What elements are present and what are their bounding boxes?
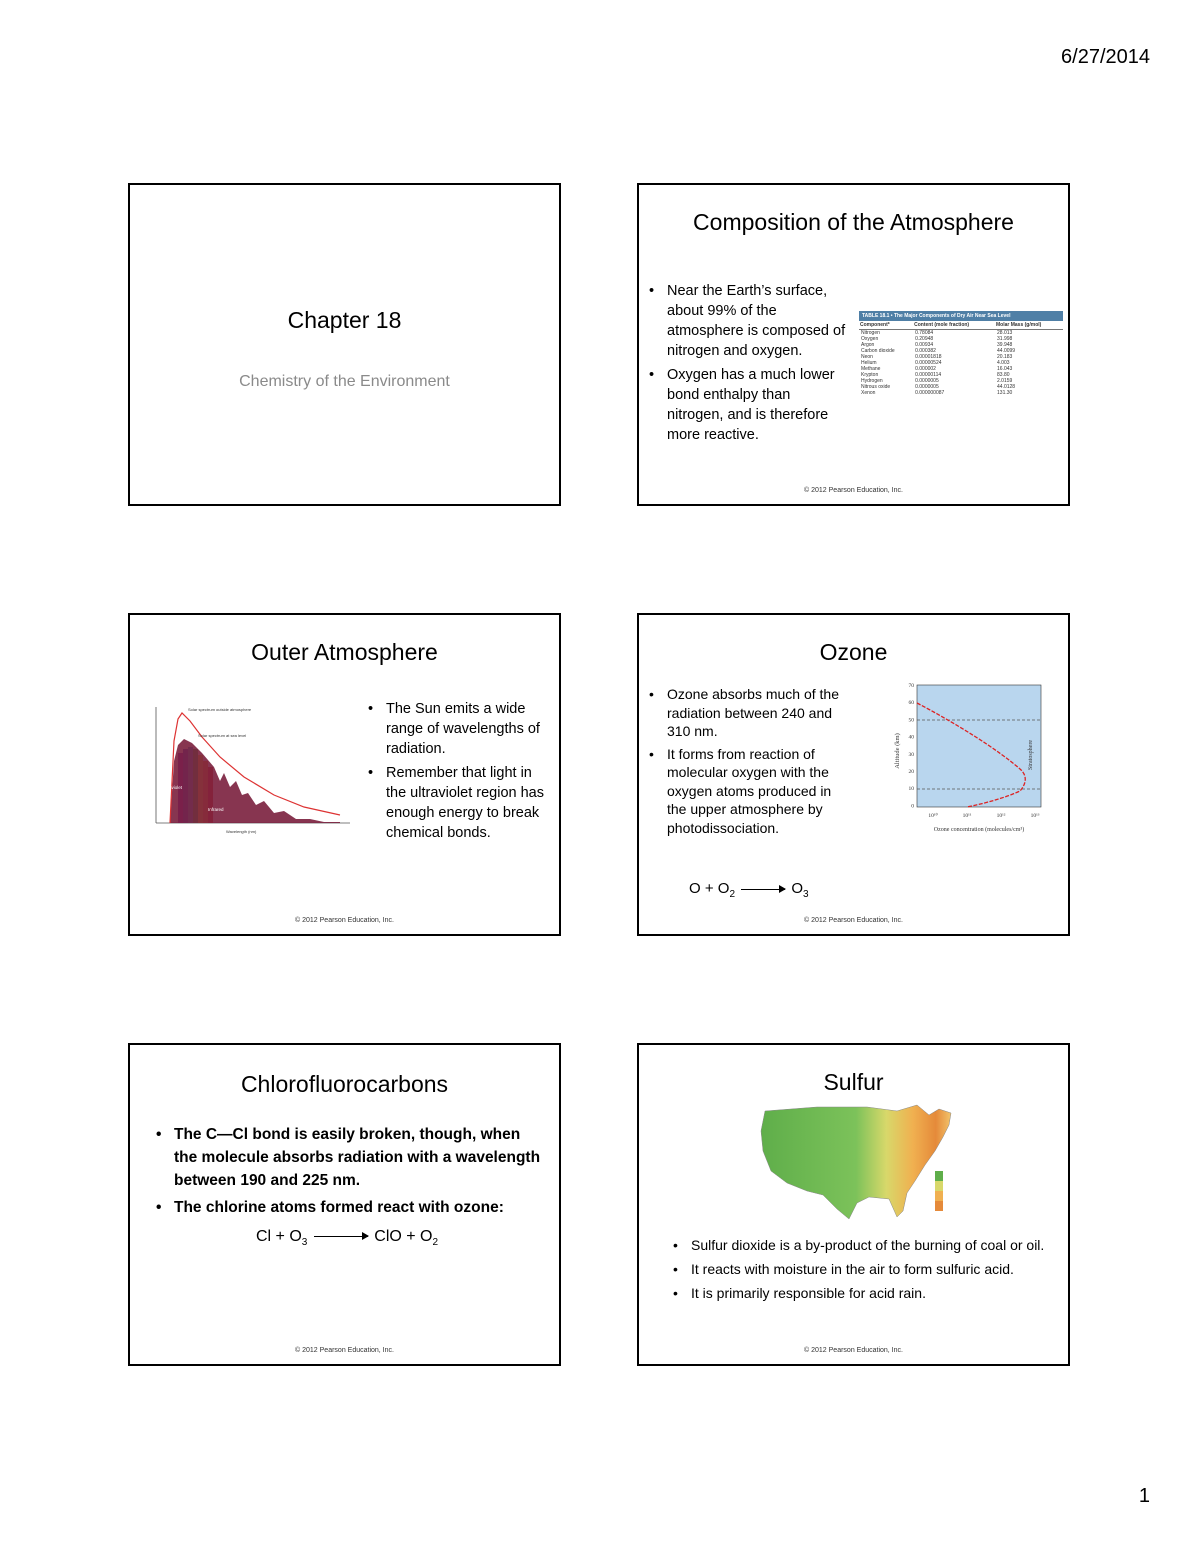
slide-subtitle: Chemistry of the Environment [239,373,450,390]
slide-chapter-title [128,183,561,506]
slide-title: Outer Atmosphere [251,639,438,665]
y-tick-label: 10 [908,786,914,793]
equation-left-sub: 3 [301,1237,308,1249]
reaction-arrow [314,1236,368,1237]
solar-spectrum-image [144,701,354,837]
table-cell: 44.0099 [997,348,1016,354]
slide-cfc [128,1043,561,1366]
bullet-list [154,1123,544,1223]
table-cell: 44.0128 [997,384,1016,390]
equation-right: ClO + O [374,1228,433,1245]
svg-text:Ultraviolet: Ultraviolet [162,785,183,790]
x-tick-label: 10¹¹ [962,813,972,819]
ozone-equation [689,880,809,900]
table-cell: Argon [861,342,875,348]
copyright: © 2012 Pearson Education, Inc. [804,1347,903,1354]
slide-title: Ozone [819,639,888,665]
y-tick-label: 40 [908,734,914,741]
table-header: Component* [860,322,890,328]
table-cell: 20.183 [997,354,1013,360]
equation-right-sub: 2 [432,1237,439,1249]
bullet: • Sulfur dioxide is a by-product of the burning of coal or oil. [671,1235,1061,1255]
bullet-list [647,685,847,841]
table-cell: 0.78084 [915,330,934,336]
equation-right: O [791,880,804,897]
table-cell: Oxygen [861,336,879,342]
table-cell: 0.20948 [915,336,934,342]
y-axis-label: Altitude (km) [894,733,901,769]
copyright: © 2012 Pearson Education, Inc. [295,1347,394,1354]
slide-sulfur [637,1043,1070,1366]
table-cell: Nitrous oxide [861,384,891,390]
y-tick-label: 0 [911,803,914,810]
equation-left-sub: 2 [729,889,735,900]
table-cell: Helium [861,360,877,366]
bullet: • The C—Cl bond is easily broken, though, when the molecule absorbs radiation with a wavelength between 190 and 225 nm. [154,1123,544,1192]
table-cell: Neon [861,354,873,360]
svg-text:Solar spectrum at sea level: Solar spectrum at sea level [198,733,247,738]
x-axis-label: Ozone concentration (molecules/cm³) [933,827,1025,833]
table-cell: 0.0000005 [915,378,939,384]
copyright: © 2012 Pearson Education, Inc. [804,917,903,924]
ozone-altitude-chart [887,679,1057,839]
table-cell: 39.948 [997,342,1013,348]
slide-title: Chlorofluorocarbons [240,1071,449,1097]
table-cell: 0.00000524 [915,360,942,366]
bullet: • The Sun emits a wide range of wavelengths of radiation. [366,699,556,759]
table-cell: Nitrogen [861,330,880,336]
slide-composition [637,183,1070,506]
table-cell: Carbon dioxide [861,348,895,354]
bullet-list [647,281,847,449]
svg-text:Wavelength (nm): Wavelength (nm) [226,829,257,834]
table-cell: Krypton [861,372,879,378]
y-tick-label: 70 [908,683,914,689]
atmosphere-table [859,311,1063,396]
y-tick-label: 60 [908,700,914,707]
table-cell: 28.013 [997,330,1013,336]
table-cell: 0.00000114 [915,372,942,378]
table-cell: 0.00001818 [915,354,942,360]
table-cell: 83.80 [997,372,1010,378]
page-date: 6/27/2014 [1061,46,1150,68]
table-cell: Hydrogen [861,378,883,384]
bullet: • The chlorine atoms formed react with ozone: [154,1196,544,1219]
table-cell: 2.0159 [997,378,1013,384]
bullet: • Ozone absorbs much of the radiation between 240 and 310 nm. [647,685,847,741]
acid-rain-map [757,1101,977,1227]
bullet: • Oxygen has a much lower bond enthalpy than nitrogen, and is therefore more reactive. [647,365,847,445]
table-cell: Methane [861,366,881,372]
table-cell: 0.000000087 [915,390,945,396]
stratosphere-label: Stratosphere [1028,740,1034,770]
bullet: • It reacts with moisture in the air to form sulfuric acid. [671,1259,1061,1279]
page-number: 1 [1138,1485,1150,1507]
equation-left: Cl + O [256,1228,302,1245]
copyright: © 2012 Pearson Education, Inc. [804,487,903,494]
table-cell: Xenon [861,390,876,396]
table [859,321,1063,396]
equation-right-sub: 3 [803,889,809,900]
table-cell: 16.043 [997,366,1013,372]
bullet: • It is primarily responsible for acid rain. [671,1283,1061,1303]
cfc-equation [256,1228,438,1248]
slide-outer-atmosphere [128,613,561,936]
table-title: TABLE 18.1 • The Major Components of Dry Air Near Sea Level [859,311,1063,321]
svg-text:Solar spectrum outside atmosph: Solar spectrum outside atmosphere [188,707,252,712]
table-header: Content (mole fraction) [914,322,970,328]
bullet: • Near the Earth’s surface, about 99% of the atmosphere is composed of nitrogen and oxygen. [647,281,847,361]
bullet: • Remember that light in the ultraviolet region has enough energy to break chemical bonds. [366,763,556,843]
slide-ozone [637,613,1070,936]
table-cell: 131.30 [997,390,1013,396]
svg-text:Infrared: Infrared [208,807,224,812]
slide-title: Chapter 18 [287,307,402,333]
table-header-row [859,321,1063,330]
y-tick-label: 50 [908,717,914,724]
table-cell: 0.000002 [915,366,936,372]
table-cell: 0.0000005 [915,384,939,390]
table-cell: 0.000382 [915,348,936,354]
bullet-list [671,1235,1061,1307]
reaction-arrow [741,889,785,890]
bullet: • It forms from reaction of molecular oxygen with the oxygen atoms produced in the upper atmosphere by photodissociation. [647,745,847,838]
equation-left: O + O [689,880,730,897]
x-tick-label: 10¹² [996,813,1006,819]
slide-title: Composition of the Atmosphere [693,209,1014,235]
copyright: © 2012 Pearson Education, Inc. [295,917,394,924]
table-header: Molar Mass (g/mol) [996,322,1042,328]
x-tick-label: 10¹³ [1030,813,1040,819]
slide-title: Sulfur [823,1069,884,1095]
table-cell: 31.998 [997,336,1013,342]
table-cell: 0.00934 [915,342,934,348]
bullet-list [366,699,556,847]
table-row [859,390,1063,396]
y-tick-label: 20 [908,769,914,775]
x-tick-label: 10¹⁰ [928,813,938,819]
table-cell: 4.003 [997,360,1010,366]
y-tick-label: 30 [908,751,914,758]
